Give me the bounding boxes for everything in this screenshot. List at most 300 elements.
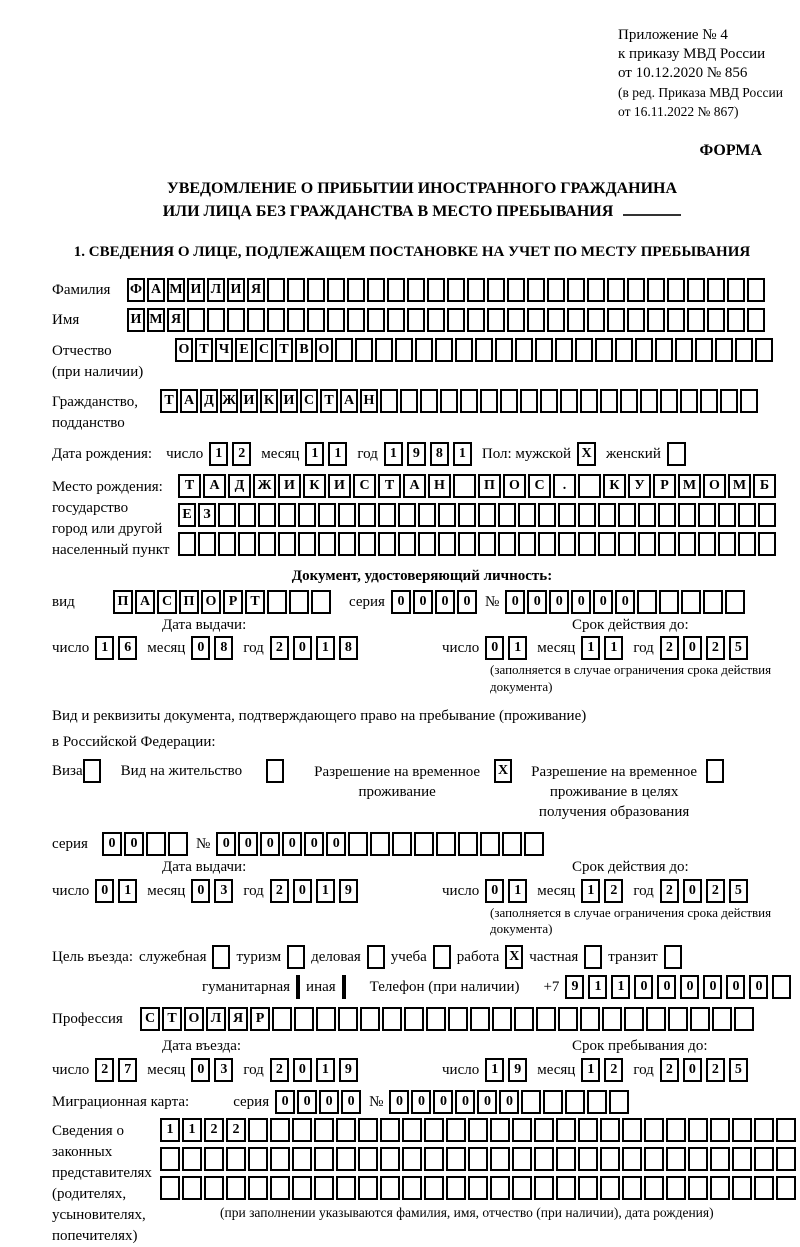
char-box[interactable] <box>347 278 365 302</box>
char-box[interactable] <box>598 532 616 556</box>
char-box[interactable] <box>668 1007 688 1031</box>
char-box[interactable]: Ж <box>253 474 276 498</box>
char-box[interactable] <box>776 1118 796 1142</box>
char-box[interactable] <box>480 389 498 413</box>
char-box[interactable]: 1 <box>316 879 335 903</box>
char-box[interactable] <box>755 338 773 362</box>
char-box[interactable] <box>287 308 305 332</box>
char-box[interactable] <box>355 338 373 362</box>
char-box[interactable] <box>311 590 331 614</box>
char-box[interactable]: 0 <box>485 879 504 903</box>
char-box[interactable] <box>578 1147 598 1171</box>
char-box[interactable] <box>534 1147 554 1171</box>
char-box[interactable] <box>478 532 496 556</box>
char-box[interactable]: К <box>303 474 326 498</box>
char-box[interactable] <box>398 532 416 556</box>
char-box[interactable] <box>207 308 225 332</box>
char-box[interactable] <box>521 1090 541 1114</box>
char-box[interactable] <box>424 1176 444 1200</box>
char-box[interactable] <box>638 503 656 527</box>
char-box[interactable] <box>298 503 316 527</box>
char-box[interactable] <box>400 389 418 413</box>
char-box[interactable]: 9 <box>565 975 584 999</box>
char-box[interactable]: 0 <box>485 636 504 660</box>
char-box[interactable] <box>424 1147 444 1171</box>
char-box[interactable] <box>567 308 585 332</box>
char-box[interactable]: 6 <box>118 636 137 660</box>
char-box[interactable] <box>487 308 505 332</box>
char-box[interactable] <box>618 503 636 527</box>
char-box[interactable]: К <box>260 389 278 413</box>
char-box[interactable] <box>458 503 476 527</box>
char-box[interactable] <box>547 308 565 332</box>
char-box[interactable]: Т <box>275 338 293 362</box>
char-box[interactable] <box>289 590 309 614</box>
char-box[interactable] <box>160 1147 180 1171</box>
purpose-study-checkbox[interactable] <box>433 945 451 969</box>
char-box[interactable] <box>470 1007 490 1031</box>
char-box[interactable]: 0 <box>703 975 722 999</box>
char-box[interactable] <box>258 503 276 527</box>
char-box[interactable] <box>712 1007 732 1031</box>
char-box[interactable]: О <box>703 474 726 498</box>
char-box[interactable]: 1 <box>611 975 630 999</box>
char-box[interactable] <box>710 1147 730 1171</box>
char-box[interactable] <box>418 532 436 556</box>
char-box[interactable] <box>420 389 438 413</box>
char-box[interactable]: Т <box>162 1007 182 1031</box>
char-box[interactable]: 1 <box>588 975 607 999</box>
char-box[interactable] <box>600 1176 620 1200</box>
char-box[interactable]: Т <box>245 590 265 614</box>
char-box[interactable]: И <box>240 389 258 413</box>
char-box[interactable] <box>578 1176 598 1200</box>
char-box[interactable] <box>226 1176 246 1200</box>
char-box[interactable] <box>338 1007 358 1031</box>
char-box[interactable]: 2 <box>706 636 725 660</box>
char-box[interactable]: А <box>403 474 426 498</box>
char-box[interactable]: Р <box>223 590 243 614</box>
char-box[interactable]: 1 <box>118 879 137 903</box>
char-box[interactable]: 1 <box>182 1118 202 1142</box>
char-box[interactable] <box>609 1090 629 1114</box>
char-box[interactable]: 9 <box>508 1058 527 1082</box>
char-box[interactable] <box>578 532 596 556</box>
char-box[interactable] <box>316 1007 336 1031</box>
char-box[interactable] <box>754 1176 774 1200</box>
char-box[interactable]: О <box>503 474 526 498</box>
char-box[interactable] <box>547 278 565 302</box>
char-box[interactable]: 0 <box>683 1058 702 1082</box>
char-box[interactable]: 0 <box>95 879 114 903</box>
char-box[interactable] <box>447 308 465 332</box>
char-box[interactable]: 2 <box>604 1058 623 1082</box>
char-box[interactable] <box>270 1147 290 1171</box>
char-box[interactable]: Р <box>653 474 676 498</box>
char-box[interactable]: 2 <box>270 1058 289 1082</box>
char-box[interactable]: М <box>147 308 165 332</box>
char-box[interactable] <box>687 308 705 332</box>
char-box[interactable] <box>358 1176 378 1200</box>
char-box[interactable] <box>218 503 236 527</box>
purpose-humanitarian-checkbox[interactable] <box>296 975 300 999</box>
char-box[interactable] <box>558 1007 578 1031</box>
char-box[interactable] <box>378 532 396 556</box>
char-box[interactable] <box>414 832 434 856</box>
char-box[interactable]: 1 <box>328 442 347 466</box>
char-box[interactable] <box>776 1147 796 1171</box>
char-box[interactable] <box>644 1147 664 1171</box>
char-box[interactable] <box>498 503 516 527</box>
char-box[interactable] <box>436 832 456 856</box>
char-box[interactable] <box>600 1147 620 1171</box>
char-box[interactable] <box>267 278 285 302</box>
char-box[interactable] <box>338 532 356 556</box>
char-box[interactable] <box>602 1007 622 1031</box>
char-box[interactable] <box>402 1118 422 1142</box>
char-box[interactable] <box>382 1007 402 1031</box>
char-box[interactable] <box>587 278 605 302</box>
char-box[interactable] <box>182 1176 202 1200</box>
char-box[interactable] <box>226 1147 246 1171</box>
char-box[interactable] <box>512 1176 532 1200</box>
char-box[interactable] <box>622 1147 642 1171</box>
char-box[interactable] <box>248 1118 268 1142</box>
char-box[interactable]: 2 <box>660 1058 679 1082</box>
char-box[interactable]: З <box>198 503 216 527</box>
char-box[interactable]: 1 <box>508 879 527 903</box>
char-box[interactable]: 0 <box>477 1090 497 1114</box>
char-box[interactable]: 0 <box>191 636 210 660</box>
char-box[interactable] <box>688 1176 708 1200</box>
char-box[interactable] <box>367 308 385 332</box>
char-box[interactable] <box>575 338 593 362</box>
char-box[interactable]: А <box>147 278 165 302</box>
char-box[interactable] <box>314 1147 334 1171</box>
char-box[interactable] <box>725 590 745 614</box>
char-box[interactable] <box>607 308 625 332</box>
char-box[interactable]: Ч <box>215 338 233 362</box>
char-box[interactable] <box>615 338 633 362</box>
char-box[interactable] <box>538 503 556 527</box>
char-box[interactable] <box>666 1147 686 1171</box>
char-box[interactable]: Т <box>320 389 338 413</box>
char-box[interactable] <box>347 308 365 332</box>
char-box[interactable]: У <box>628 474 651 498</box>
char-box[interactable] <box>178 532 196 556</box>
char-box[interactable]: 2 <box>660 879 679 903</box>
char-box[interactable] <box>558 532 576 556</box>
char-box[interactable] <box>407 308 425 332</box>
char-box[interactable] <box>700 389 718 413</box>
char-box[interactable]: 0 <box>683 636 702 660</box>
char-box[interactable] <box>440 389 458 413</box>
char-box[interactable] <box>287 278 305 302</box>
char-box[interactable] <box>348 832 368 856</box>
char-box[interactable]: И <box>127 308 145 332</box>
char-box[interactable] <box>380 1118 400 1142</box>
char-box[interactable] <box>655 338 673 362</box>
char-box[interactable]: 0 <box>124 832 144 856</box>
char-box[interactable]: 2 <box>232 442 251 466</box>
char-box[interactable]: 0 <box>634 975 653 999</box>
char-box[interactable] <box>492 1007 512 1031</box>
char-box[interactable] <box>204 1147 224 1171</box>
char-box[interactable] <box>294 1007 314 1031</box>
char-box[interactable] <box>518 532 536 556</box>
char-box[interactable] <box>556 1118 576 1142</box>
char-box[interactable] <box>512 1147 532 1171</box>
char-box[interactable] <box>698 532 716 556</box>
char-box[interactable] <box>578 474 601 498</box>
char-box[interactable]: 0 <box>260 832 280 856</box>
char-box[interactable]: М <box>678 474 701 498</box>
char-box[interactable] <box>358 532 376 556</box>
char-box[interactable] <box>681 590 701 614</box>
char-box[interactable]: Р <box>250 1007 270 1031</box>
char-box[interactable] <box>380 1147 400 1171</box>
purpose-business-checkbox[interactable] <box>212 945 230 969</box>
char-box[interactable] <box>468 1176 488 1200</box>
char-box[interactable] <box>182 1147 202 1171</box>
char-box[interactable] <box>187 308 205 332</box>
char-box[interactable] <box>698 503 716 527</box>
char-box[interactable]: 2 <box>95 1058 114 1082</box>
temp-residence-edu-checkbox[interactable] <box>706 759 724 783</box>
char-box[interactable] <box>622 1176 642 1200</box>
char-box[interactable]: 2 <box>226 1118 246 1142</box>
char-box[interactable]: И <box>280 389 298 413</box>
char-box[interactable] <box>534 1176 554 1200</box>
char-box[interactable]: 0 <box>657 975 676 999</box>
char-box[interactable]: И <box>328 474 351 498</box>
char-box[interactable] <box>392 832 412 856</box>
char-box[interactable]: 0 <box>191 1058 210 1082</box>
char-box[interactable] <box>272 1007 292 1031</box>
char-box[interactable] <box>498 532 516 556</box>
char-box[interactable]: 0 <box>505 590 525 614</box>
char-box[interactable]: С <box>140 1007 160 1031</box>
char-box[interactable] <box>336 1147 356 1171</box>
char-box[interactable] <box>710 1118 730 1142</box>
char-box[interactable] <box>527 308 545 332</box>
char-box[interactable] <box>718 532 736 556</box>
char-box[interactable] <box>567 278 585 302</box>
char-box[interactable] <box>644 1176 664 1200</box>
char-box[interactable] <box>402 1147 422 1171</box>
char-box[interactable]: 2 <box>660 636 679 660</box>
char-box[interactable] <box>455 338 473 362</box>
char-box[interactable] <box>710 1176 730 1200</box>
char-box[interactable] <box>627 308 645 332</box>
char-box[interactable] <box>534 1118 554 1142</box>
char-box[interactable]: И <box>278 474 301 498</box>
char-box[interactable]: 1 <box>384 442 403 466</box>
char-box[interactable] <box>695 338 713 362</box>
char-box[interactable] <box>680 389 698 413</box>
char-box[interactable] <box>687 278 705 302</box>
char-box[interactable]: Д <box>228 474 251 498</box>
char-box[interactable] <box>727 278 745 302</box>
char-box[interactable] <box>688 1147 708 1171</box>
char-box[interactable] <box>578 503 596 527</box>
char-box[interactable] <box>502 832 522 856</box>
char-box[interactable] <box>360 1007 380 1031</box>
char-box[interactable] <box>415 338 433 362</box>
char-box[interactable]: 2 <box>604 879 623 903</box>
char-box[interactable] <box>495 338 513 362</box>
char-box[interactable] <box>565 1090 585 1114</box>
char-box[interactable] <box>587 1090 607 1114</box>
char-box[interactable] <box>278 503 296 527</box>
char-box[interactable]: 0 <box>297 1090 317 1114</box>
char-box[interactable]: 0 <box>341 1090 361 1114</box>
char-box[interactable] <box>267 308 285 332</box>
char-box[interactable] <box>490 1118 510 1142</box>
char-box[interactable] <box>402 1176 422 1200</box>
char-box[interactable]: 0 <box>435 590 455 614</box>
char-box[interactable]: Ж <box>220 389 238 413</box>
char-box[interactable] <box>338 503 356 527</box>
char-box[interactable] <box>314 1118 334 1142</box>
char-box[interactable]: 0 <box>457 590 477 614</box>
char-box[interactable] <box>580 389 598 413</box>
char-box[interactable] <box>248 1147 268 1171</box>
char-box[interactable] <box>658 532 676 556</box>
char-box[interactable] <box>387 278 405 302</box>
char-box[interactable]: 1 <box>160 1118 180 1142</box>
char-box[interactable]: А <box>203 474 226 498</box>
temp-residence-checkbox[interactable]: X <box>494 759 512 783</box>
char-box[interactable]: 0 <box>413 590 433 614</box>
char-box[interactable]: 0 <box>680 975 699 999</box>
char-box[interactable] <box>524 832 544 856</box>
char-box[interactable]: О <box>175 338 193 362</box>
char-box[interactable] <box>667 278 685 302</box>
char-box[interactable] <box>446 1118 466 1142</box>
char-box[interactable] <box>659 590 679 614</box>
char-box[interactable] <box>690 1007 710 1031</box>
char-box[interactable]: Ф <box>127 278 145 302</box>
char-box[interactable] <box>298 532 316 556</box>
char-box[interactable]: 0 <box>304 832 324 856</box>
char-box[interactable] <box>507 308 525 332</box>
char-box[interactable] <box>438 532 456 556</box>
char-box[interactable]: 1 <box>485 1058 504 1082</box>
char-box[interactable] <box>640 389 658 413</box>
char-box[interactable] <box>735 338 753 362</box>
char-box[interactable] <box>558 503 576 527</box>
char-box[interactable]: С <box>353 474 376 498</box>
char-box[interactable] <box>635 338 653 362</box>
char-box[interactable] <box>358 503 376 527</box>
char-box[interactable]: 1 <box>305 442 324 466</box>
char-box[interactable]: Д <box>200 389 218 413</box>
char-box[interactable] <box>375 338 393 362</box>
char-box[interactable]: В <box>295 338 313 362</box>
char-box[interactable] <box>404 1007 424 1031</box>
char-box[interactable] <box>638 532 656 556</box>
char-box[interactable] <box>538 532 556 556</box>
char-box[interactable] <box>468 1118 488 1142</box>
char-box[interactable] <box>500 389 518 413</box>
char-box[interactable] <box>758 532 776 556</box>
char-box[interactable] <box>218 532 236 556</box>
char-box[interactable]: Т <box>195 338 213 362</box>
char-box[interactable]: О <box>315 338 333 362</box>
char-box[interactable] <box>478 503 496 527</box>
purpose-tourism-checkbox[interactable] <box>287 945 305 969</box>
char-box[interactable] <box>595 338 613 362</box>
char-box[interactable]: Е <box>235 338 253 362</box>
char-box[interactable] <box>675 338 693 362</box>
char-box[interactable]: 1 <box>316 636 335 660</box>
char-box[interactable] <box>578 1118 598 1142</box>
char-box[interactable]: Т <box>378 474 401 498</box>
char-box[interactable] <box>453 474 476 498</box>
char-box[interactable] <box>646 1007 666 1031</box>
char-box[interactable] <box>227 308 245 332</box>
purpose-other-checkbox[interactable] <box>342 975 346 999</box>
char-box[interactable]: С <box>157 590 177 614</box>
char-box[interactable] <box>707 308 725 332</box>
char-box[interactable]: 1 <box>453 442 472 466</box>
purpose-commercial-checkbox[interactable] <box>367 945 385 969</box>
char-box[interactable] <box>490 1147 510 1171</box>
char-box[interactable] <box>772 975 791 999</box>
char-box[interactable] <box>387 308 405 332</box>
char-box[interactable] <box>160 1176 180 1200</box>
char-box[interactable] <box>318 532 336 556</box>
char-box[interactable]: А <box>180 389 198 413</box>
char-box[interactable] <box>560 389 578 413</box>
char-box[interactable] <box>247 308 265 332</box>
char-box[interactable]: 0 <box>455 1090 475 1114</box>
char-box[interactable] <box>718 503 736 527</box>
char-box[interactable]: Н <box>428 474 451 498</box>
char-box[interactable] <box>292 1147 312 1171</box>
char-box[interactable]: 0 <box>293 1058 312 1082</box>
char-box[interactable] <box>336 1176 356 1200</box>
char-box[interactable]: 0 <box>527 590 547 614</box>
char-box[interactable] <box>618 532 636 556</box>
char-box[interactable] <box>490 1176 510 1200</box>
char-box[interactable] <box>487 278 505 302</box>
purpose-work-checkbox[interactable]: X <box>505 945 523 969</box>
char-box[interactable] <box>587 308 605 332</box>
char-box[interactable]: 0 <box>293 636 312 660</box>
char-box[interactable] <box>556 1147 576 1171</box>
char-box[interactable]: Б <box>753 474 776 498</box>
char-box[interactable]: 1 <box>508 636 527 660</box>
char-box[interactable] <box>424 1118 444 1142</box>
char-box[interactable] <box>278 532 296 556</box>
char-box[interactable] <box>667 308 685 332</box>
char-box[interactable] <box>467 278 485 302</box>
char-box[interactable] <box>327 278 345 302</box>
char-box[interactable]: 0 <box>549 590 569 614</box>
char-box[interactable] <box>327 308 345 332</box>
char-box[interactable]: 0 <box>191 879 210 903</box>
purpose-private-checkbox[interactable] <box>584 945 602 969</box>
char-box[interactable]: Л <box>207 278 225 302</box>
char-box[interactable] <box>644 1118 664 1142</box>
char-box[interactable]: П <box>179 590 199 614</box>
char-box[interactable] <box>515 338 533 362</box>
char-box[interactable]: А <box>340 389 358 413</box>
char-box[interactable] <box>358 1118 378 1142</box>
char-box[interactable] <box>168 832 188 856</box>
